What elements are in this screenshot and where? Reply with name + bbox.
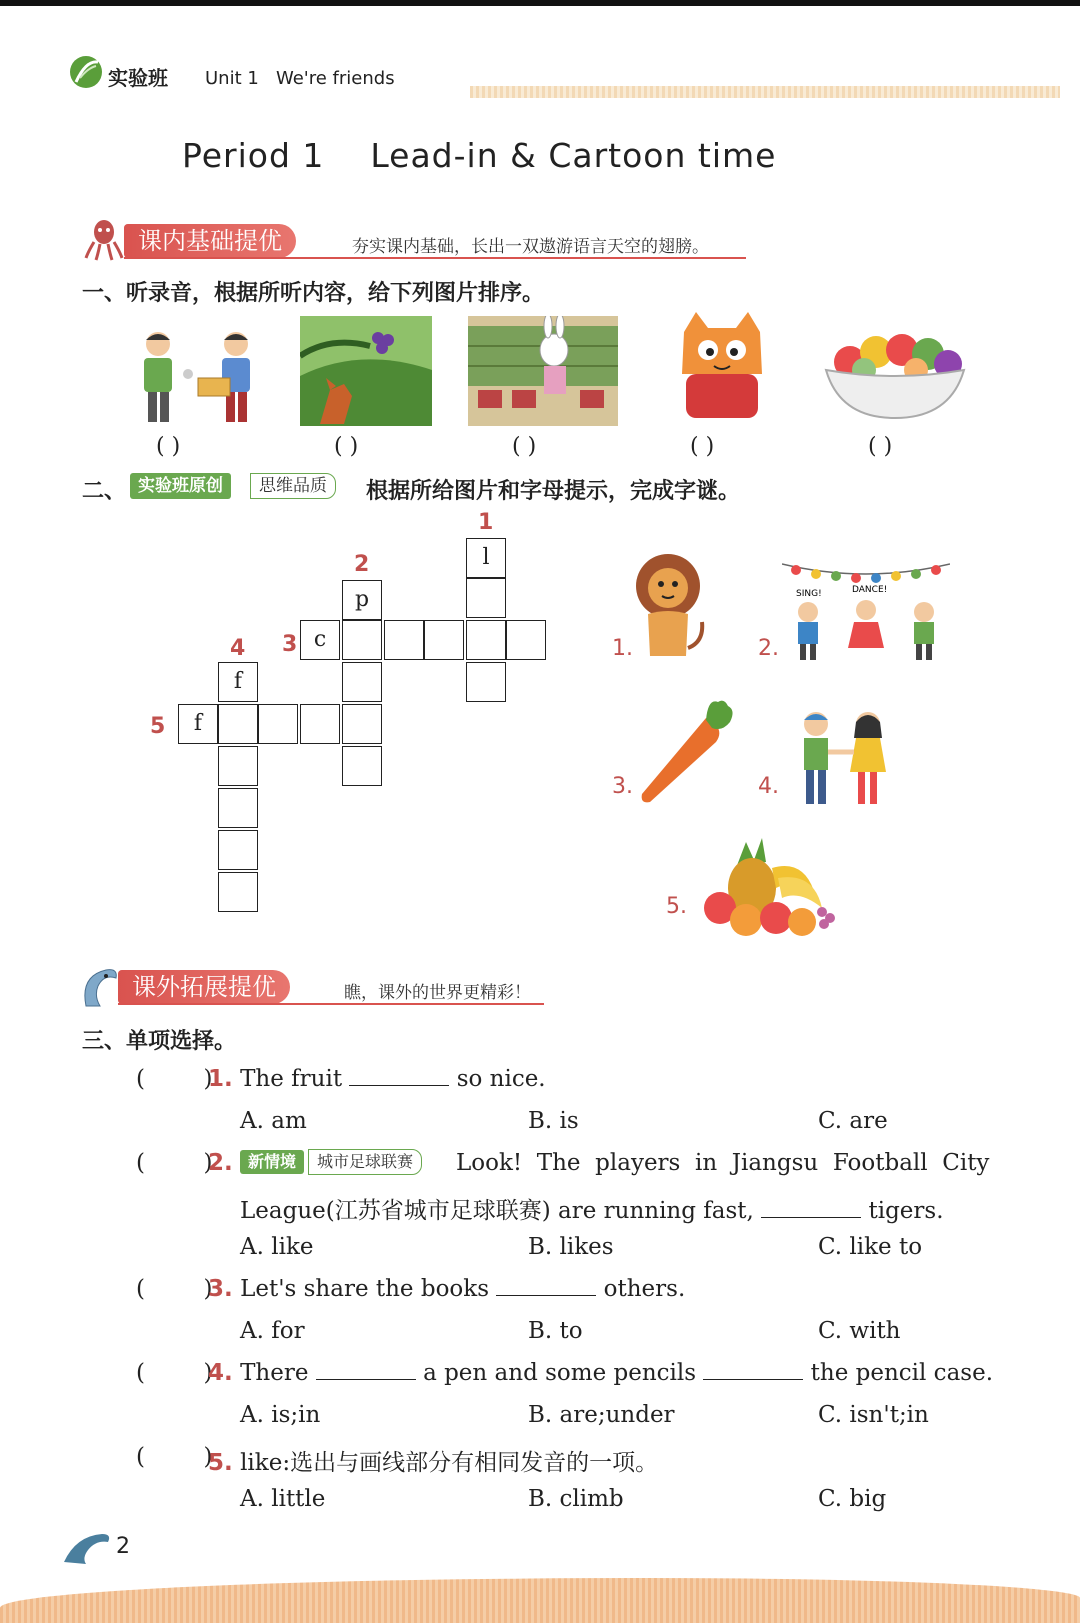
q2-prefix: 二、 [82, 479, 127, 504]
option-b[interactable]: B. climb [528, 1486, 624, 1512]
crossword-cell[interactable]: l [466, 538, 506, 578]
bottom-wave [0, 1578, 1080, 1623]
section2-note: 瞧，课外的世界更精彩！ [344, 983, 531, 1003]
picture-label: 5. [666, 894, 687, 919]
option-a[interactable]: A. little [240, 1486, 326, 1512]
answer-paren[interactable]: ( ) [136, 1066, 213, 1092]
question-text: the pencil case. [810, 1360, 994, 1386]
answer-paren[interactable]: ( ) [136, 1276, 213, 1302]
answer-blank[interactable]: ( ) [512, 434, 537, 459]
clue-number: 3 [282, 632, 298, 657]
cat-icon [674, 312, 770, 422]
header-stripe [470, 86, 1060, 98]
crossword-cell[interactable] [218, 830, 258, 870]
question-text: tigers. [868, 1198, 944, 1224]
section1-note: 夯实课内基础，长出一双遨游语言天空的翅膀。 [352, 237, 709, 257]
clue-number: 4 [230, 636, 246, 661]
crossword-cell[interactable] [258, 704, 298, 744]
answer-blank[interactable] [349, 1067, 449, 1086]
picture-label: 3. [612, 774, 633, 799]
question-5 [208, 1444, 658, 1477]
answer-blank[interactable] [703, 1361, 803, 1380]
section-banner-extended: 课外拓展提优 [118, 970, 290, 1004]
crossword-cell[interactable] [424, 620, 464, 660]
picture-label: 1. [612, 636, 633, 661]
option-a[interactable]: A. like [240, 1234, 314, 1260]
crossword-cell[interactable] [218, 704, 258, 744]
question-text: There [240, 1360, 309, 1386]
crossword-cell[interactable]: f [178, 704, 218, 744]
two-boys-icon [128, 330, 266, 426]
clue-number: 2 [354, 552, 370, 577]
option-c[interactable]: C. like to [818, 1234, 923, 1260]
answer-paren[interactable]: ( ) [136, 1444, 213, 1470]
crossword-cell[interactable] [342, 704, 382, 744]
question-1 [208, 1066, 546, 1092]
squid-mascot-icon [82, 218, 126, 262]
question-number: 4. [208, 1360, 233, 1386]
crossword-cell[interactable] [342, 662, 382, 702]
option-b[interactable]: B. is [528, 1108, 579, 1134]
picture-label: 2. [758, 636, 779, 661]
crossword-cell[interactable] [506, 620, 546, 660]
crossword-cell[interactable]: c [300, 620, 340, 660]
crossword-cell[interactable] [342, 620, 382, 660]
answer-blank[interactable]: ( ) [156, 434, 181, 459]
option-a[interactable]: A. for [240, 1318, 305, 1344]
question-text: Let's share the books [240, 1276, 490, 1302]
tag-new-context: 新情境 [240, 1150, 304, 1174]
tag-thinking: 思维品质 [250, 473, 336, 499]
banner-underline [118, 1003, 544, 1005]
rabbit-garden-icon [468, 316, 618, 426]
answer-paren[interactable]: ( ) [136, 1150, 213, 1176]
unit-label: Unit 1 We're friends [205, 68, 395, 89]
tag-original: 实验班原创 [130, 473, 231, 499]
clue-number: 5 [150, 714, 166, 739]
sing-sign-text: SING! [796, 589, 822, 599]
question-2-line2 [240, 1192, 944, 1225]
fox-grapes-icon [300, 316, 432, 426]
question-text: others. [603, 1276, 686, 1302]
crossword-cell[interactable] [300, 704, 340, 744]
question-text: League(江苏省城市足球联赛) are running fast, [240, 1198, 754, 1224]
question-number: 2. [208, 1150, 233, 1176]
fruit-pile-icon [696, 828, 846, 940]
crossword-cell[interactable]: p [342, 580, 382, 620]
crossword-cell[interactable] [218, 746, 258, 786]
q1-heading: 一、听录音，根据所听内容，给下列图片排序。 [82, 281, 545, 306]
crossword-cell[interactable] [218, 788, 258, 828]
question-4 [208, 1360, 993, 1386]
q2-heading: 根据所给图片和字母提示，完成字谜。 [366, 479, 741, 504]
carrot-icon [636, 698, 736, 806]
option-a[interactable]: A. is;in [240, 1402, 321, 1428]
question-text: so nice. [456, 1066, 546, 1092]
section-banner-basic: 课内基础提优 [124, 224, 296, 258]
answer-blank[interactable] [496, 1277, 596, 1296]
option-c[interactable]: C. with [818, 1318, 901, 1344]
question-text: a pen and some pencils [423, 1360, 697, 1386]
question-number: 3. [208, 1276, 233, 1302]
question-3 [208, 1276, 685, 1302]
question-number: 1. [208, 1066, 233, 1092]
page-title: Period 1 Lead-in & Cartoon time [182, 136, 777, 175]
answer-blank[interactable]: ( ) [334, 434, 359, 459]
top-border [0, 0, 1080, 6]
answer-paren[interactable]: ( ) [136, 1360, 213, 1386]
brand-label: 实验班 [108, 66, 168, 90]
answer-blank[interactable]: ( ) [690, 434, 715, 459]
dolphin-mascot-icon [80, 966, 120, 1012]
tag-football: 城市足球联赛 [308, 1149, 422, 1175]
crossword-cell[interactable] [466, 578, 506, 618]
crossword-cell[interactable] [466, 662, 506, 702]
option-c[interactable]: C. big [818, 1486, 887, 1512]
question-text: like:选出与画线部分有相同发音的一项。 [240, 1450, 659, 1476]
option-b[interactable]: B. to [528, 1318, 583, 1344]
crossword-cell[interactable] [218, 872, 258, 912]
crossword-cell[interactable] [384, 620, 424, 660]
q3-heading: 三、单项选择。 [82, 1029, 237, 1054]
answer-blank[interactable] [316, 1361, 416, 1380]
kids-party-icon [782, 554, 950, 662]
page-number: 2 [116, 1534, 130, 1559]
question-number: 5. [208, 1450, 233, 1476]
option-a[interactable]: A. am [240, 1108, 307, 1134]
crossword-cell[interactable] [466, 620, 506, 660]
picture-label: 4. [758, 774, 779, 799]
leaf-logo-icon [68, 54, 104, 90]
banner-underline [124, 257, 746, 259]
option-c[interactable]: C. isn't;in [818, 1402, 929, 1428]
answer-blank[interactable]: ( ) [868, 434, 893, 459]
lion-icon [626, 552, 710, 662]
option-b[interactable]: B. are;under [528, 1402, 675, 1428]
question-text: Look! The players in Jiangsu Football City [456, 1150, 990, 1176]
crossword-cell[interactable]: f [218, 662, 258, 702]
crossword-cell[interactable] [342, 746, 382, 786]
answer-blank[interactable] [761, 1199, 861, 1218]
friends-handshake-icon [790, 708, 894, 808]
clue-number: 1 [478, 510, 494, 535]
fruit-bowl-icon [820, 322, 970, 422]
question-text: The fruit [240, 1066, 343, 1092]
dolphin-footer-icon [62, 1528, 114, 1568]
dance-sign-text: DANCE! [852, 585, 888, 595]
option-b[interactable]: B. likes [528, 1234, 614, 1260]
option-c[interactable]: C. are [818, 1108, 888, 1134]
